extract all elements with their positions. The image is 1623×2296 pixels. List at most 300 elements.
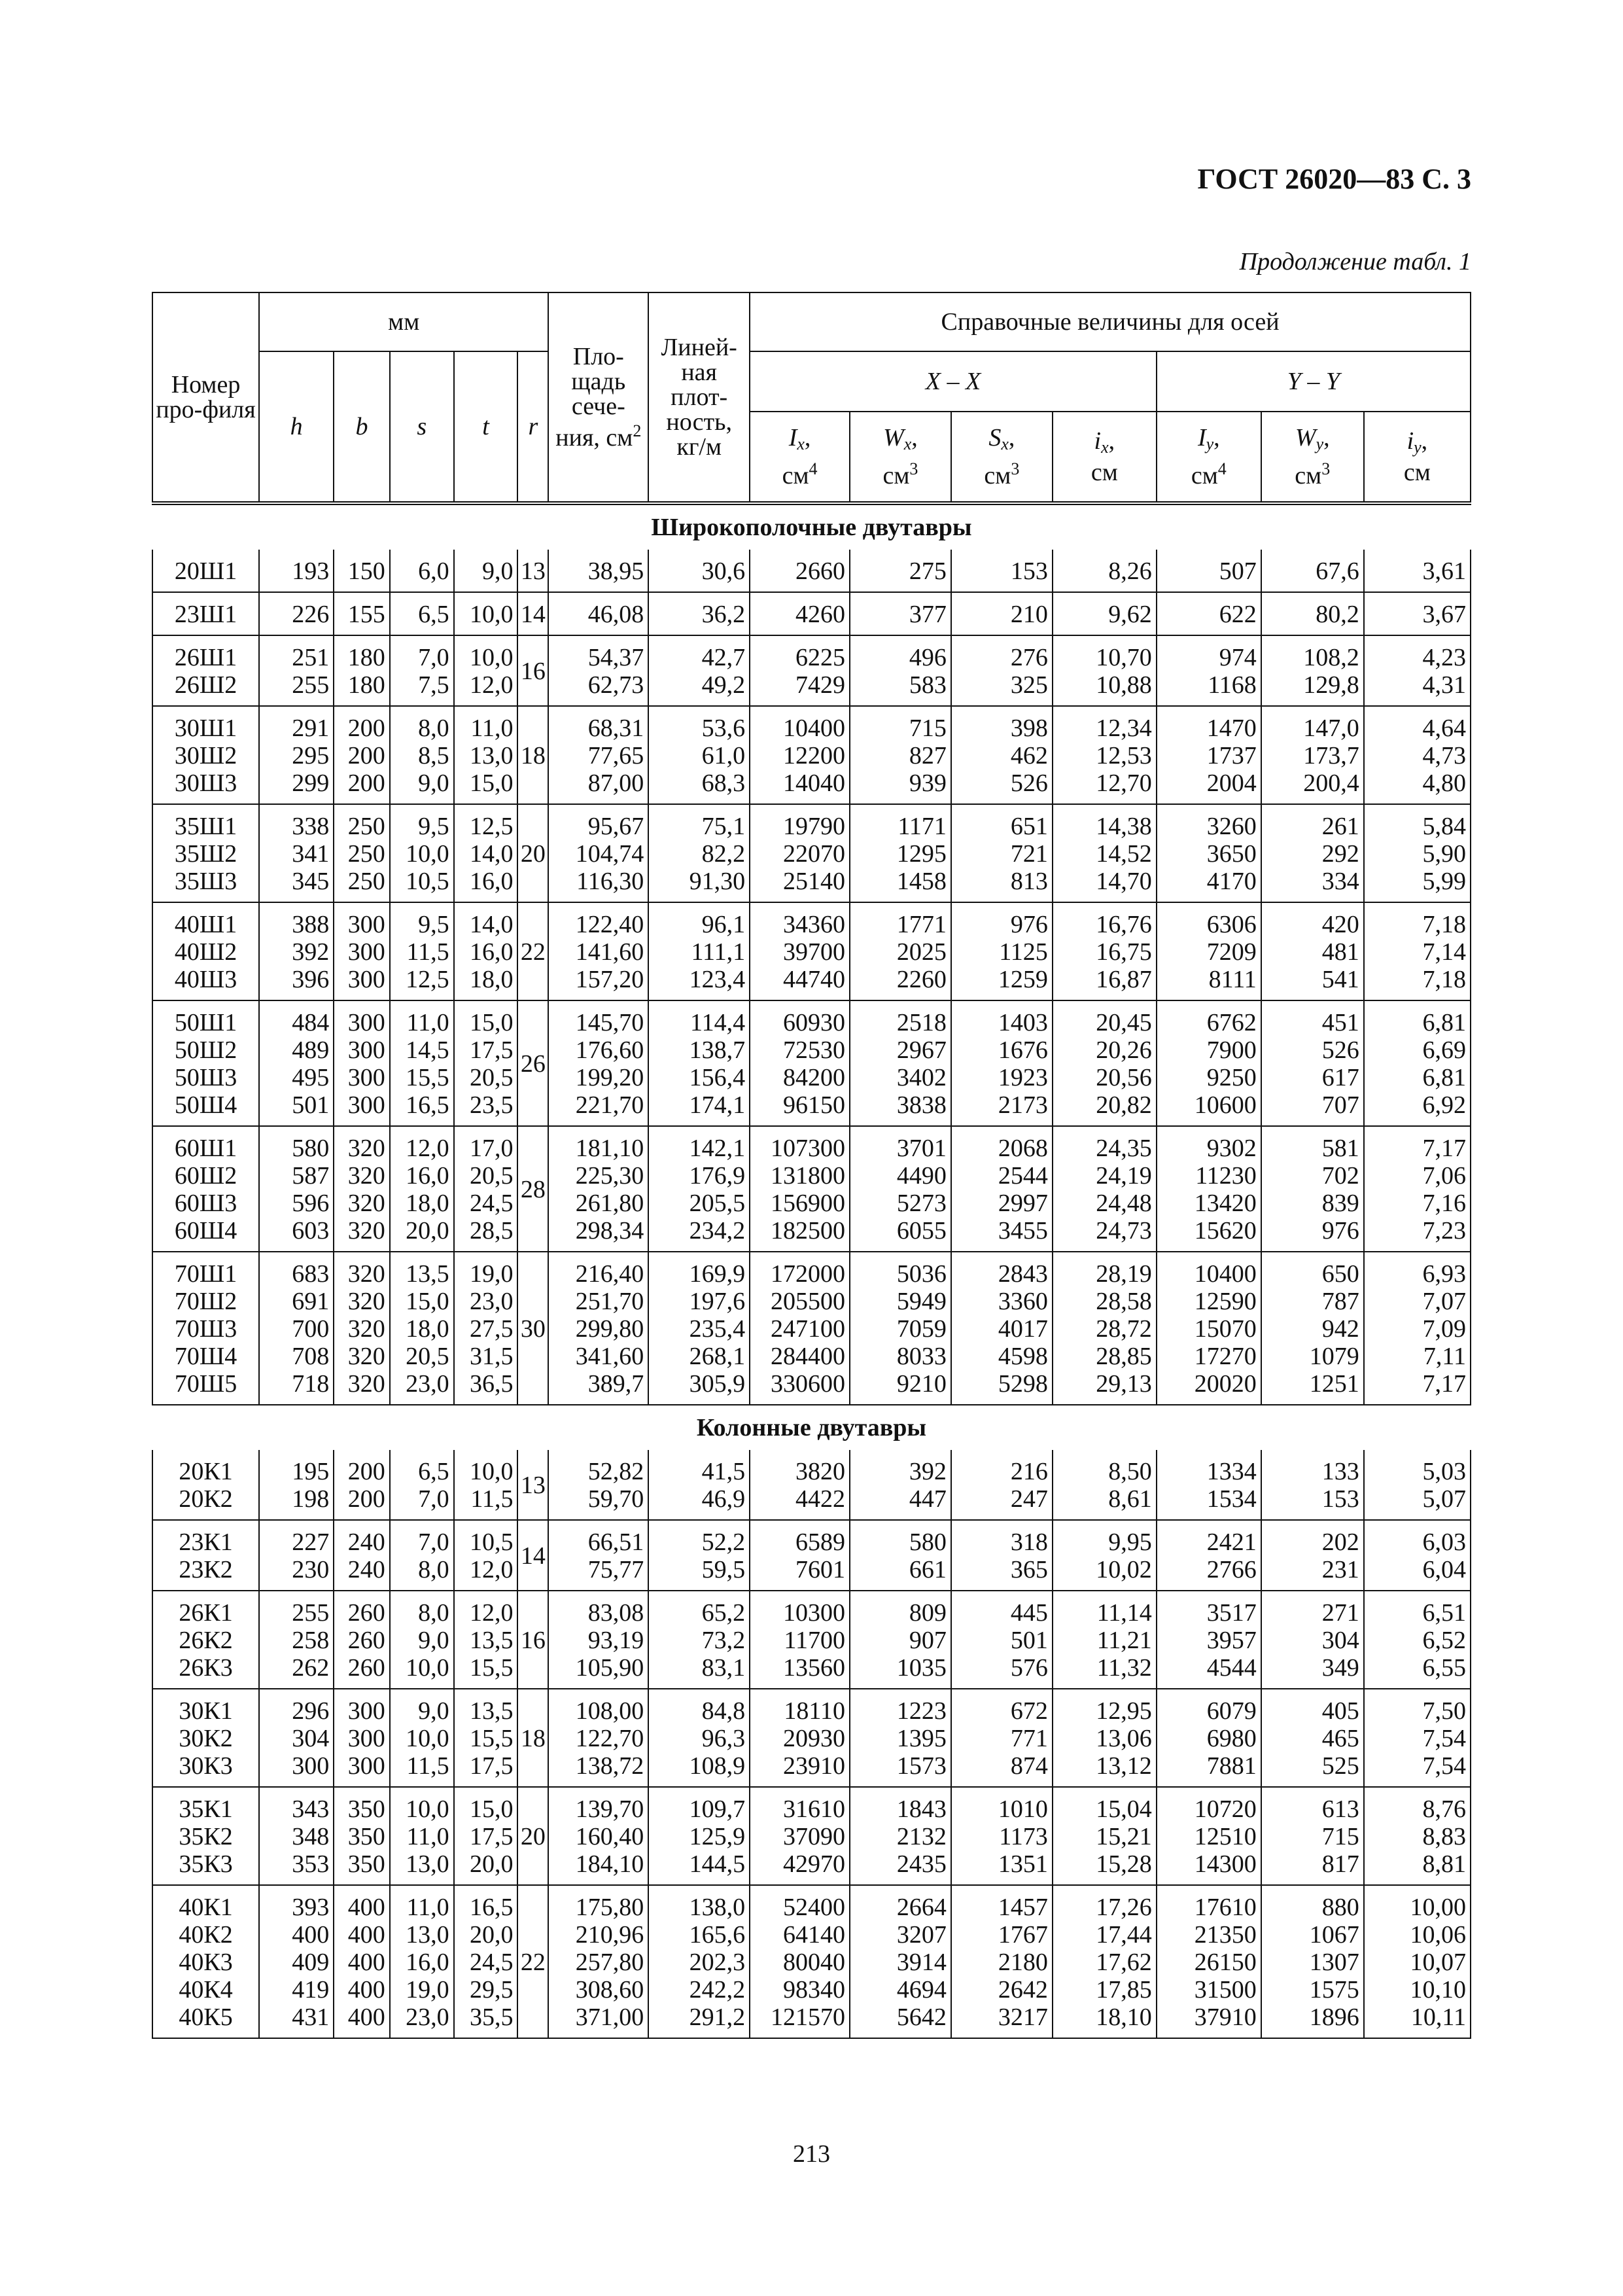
cell-value: 300 — [347, 1009, 385, 1036]
cell-area — [548, 1000, 648, 1126]
cell-value: 974 — [1219, 644, 1257, 671]
cell-value: 14,0 — [469, 840, 514, 868]
cell-value: 37090 — [783, 1823, 845, 1850]
cell-wy — [1261, 1591, 1364, 1689]
cell-value: 1168 — [1208, 671, 1257, 699]
cell-value: 35Ш3 — [174, 868, 237, 895]
cell-value: 874 — [1010, 1752, 1048, 1780]
cell-value: 50Ш1 — [174, 1009, 237, 1036]
cell-area — [548, 1126, 648, 1252]
cell-s — [390, 635, 454, 706]
table-body — [152, 503, 1471, 2038]
cell-value: 541 — [1321, 966, 1359, 993]
cell-value: 10720 — [1194, 1795, 1257, 1823]
cell-value: 7,50 — [1422, 1697, 1466, 1725]
cell-density — [648, 635, 750, 706]
cell-value: 11,5 — [406, 1752, 449, 1780]
cell-value: 80040 — [783, 1949, 845, 1976]
cell-value: 350 — [347, 1850, 385, 1878]
cell-value: 388 — [292, 911, 330, 938]
cell-value: 15,04 — [1096, 1795, 1152, 1823]
cell-value: 12,34 — [1096, 715, 1152, 742]
cell-value: 6055 — [896, 1217, 947, 1245]
cell-value: 400 — [347, 1976, 385, 2004]
cell-wy — [1261, 1000, 1364, 1126]
cell-value: 2843 — [998, 1260, 1048, 1288]
cell-value: 526 — [1321, 1036, 1359, 1064]
cell-ix — [750, 1689, 850, 1787]
cell-value: 622 — [1219, 601, 1257, 628]
cell-value: 30К1 — [179, 1697, 233, 1725]
cell-value: 9250 — [1206, 1064, 1257, 1091]
cell-ry — [1364, 1591, 1471, 1689]
cell-value: 261,80 — [575, 1190, 644, 1217]
cell-value: 31500 — [1194, 1976, 1257, 2004]
cell-value: 251,70 — [575, 1288, 644, 1315]
cell-value: 1457 — [998, 1894, 1048, 1921]
cell-area — [548, 902, 648, 1000]
cell-value: 141,60 — [575, 938, 644, 966]
section-title-row — [152, 1405, 1471, 1450]
table-row-group — [152, 1689, 1471, 1787]
cell-value: 3455 — [998, 1217, 1048, 1245]
cell-value: 20К1 — [179, 1458, 233, 1485]
cell-wy — [1261, 1885, 1364, 2038]
cell-h — [259, 1885, 334, 2038]
cell-value: 240 — [347, 1556, 385, 1583]
cell-value: 40К4 — [179, 1976, 233, 2004]
cell-value: 30К2 — [179, 1725, 233, 1752]
cell-density — [648, 1689, 750, 1787]
cell-wx — [850, 1450, 951, 1520]
col-area: Пло-щадь сече-ния, $см^2$ — [548, 292, 648, 503]
cell-value: 11,32 — [1096, 1654, 1152, 1682]
cell-value: 8,0 — [418, 1556, 449, 1583]
cell-ry — [1364, 1252, 1471, 1405]
cell-area — [548, 1689, 648, 1787]
cell-value: 123,4 — [689, 966, 746, 993]
cell-value: 12510 — [1194, 1823, 1257, 1850]
cell-s — [390, 592, 454, 635]
cell-h — [259, 1450, 334, 1520]
cell-value: 18,0 — [406, 1190, 449, 1217]
cell-value: 583 — [909, 671, 947, 699]
cell-s — [390, 706, 454, 804]
cell-value: 308,60 — [575, 1976, 644, 2004]
col-wy: $W_y$, $см^3$ — [1261, 412, 1364, 503]
cell-density — [648, 902, 750, 1000]
cell-value: 299,80 — [575, 1315, 644, 1343]
cell-wx — [850, 635, 951, 706]
cell-value: 683 — [292, 1260, 330, 1288]
cell-value: 11,14 — [1096, 1599, 1152, 1627]
cell-value: 25140 — [783, 868, 845, 895]
cell-wx — [850, 1689, 951, 1787]
cell-ry — [1364, 804, 1471, 902]
cell-value: 1223 — [896, 1697, 947, 1725]
cell-value: 2518 — [896, 1009, 947, 1036]
cell-value: 300 — [347, 966, 385, 993]
cell-s — [390, 1787, 454, 1885]
cell-iy — [1157, 1591, 1261, 1689]
cell-value: 7,54 — [1422, 1725, 1466, 1752]
cell-area — [548, 1450, 648, 1520]
cell-area — [548, 706, 648, 804]
cell-value: 4260 — [795, 601, 845, 628]
cell-value: 12,70 — [1096, 769, 1152, 797]
cell-density — [648, 706, 750, 804]
cell-value: 15,28 — [1096, 1850, 1152, 1878]
cell-sx — [951, 550, 1053, 592]
cell-sx — [951, 1450, 1053, 1520]
cell-value: 5273 — [896, 1190, 947, 1217]
cell-r: 18 — [517, 1689, 548, 1787]
table-row-group — [152, 1252, 1471, 1405]
cell-sx — [951, 804, 1053, 902]
cell-value: 41,5 — [701, 1458, 746, 1485]
cell-value: 350 — [347, 1795, 385, 1823]
cell-profile — [152, 1252, 259, 1405]
cell-value: 255 — [292, 1599, 330, 1627]
cell-value: 827 — [909, 742, 947, 769]
cell-value: 20,82 — [1096, 1091, 1152, 1119]
cell-value: 226 — [292, 601, 330, 628]
cell-value: 300 — [347, 1091, 385, 1119]
cell-area — [548, 1520, 648, 1591]
cell-value: 481 — [1321, 938, 1359, 966]
cell-density — [648, 1787, 750, 1885]
cell-value: 320 — [347, 1260, 385, 1288]
cell-value: 114,4 — [690, 1009, 746, 1036]
cell-value: 392 — [909, 1458, 947, 1485]
cell-value: 976 — [1010, 911, 1048, 938]
cell-value: 10,0 — [406, 1654, 449, 1682]
cell-value: 131800 — [771, 1162, 845, 1190]
cell-ix — [750, 1787, 850, 1885]
cell-value: 20К2 — [179, 1485, 233, 1513]
col-ix: $I_x$, $см^4$ — [750, 412, 850, 503]
cell-ry — [1364, 1450, 1471, 1520]
cell-value: 9,5 — [418, 813, 449, 840]
cell-value: 11230 — [1195, 1162, 1257, 1190]
cell-t — [454, 592, 518, 635]
cell-b — [334, 1885, 390, 2038]
cell-value: 31,5 — [469, 1343, 514, 1370]
cell-value: 28,72 — [1096, 1315, 1152, 1343]
cell-value: 16,5 — [406, 1091, 449, 1119]
cell-rx — [1053, 1000, 1157, 1126]
cell-value: 175,80 — [575, 1894, 644, 1921]
profile-table — [152, 292, 1471, 2039]
cell-ix — [750, 1520, 850, 1591]
cell-value: 257,80 — [575, 1949, 644, 1976]
cell-rx — [1053, 902, 1157, 1000]
cell-value: 28,58 — [1096, 1288, 1152, 1315]
cell-area — [548, 1252, 648, 1405]
cell-value: 16,0 — [406, 1162, 449, 1190]
cell-value: 75,77 — [587, 1556, 644, 1583]
cell-value: 1171 — [898, 813, 947, 840]
cell-value: 39700 — [783, 938, 845, 966]
cell-value: 15,0 — [469, 1009, 514, 1036]
cell-density — [648, 1450, 750, 1520]
cell-value: 17,44 — [1096, 1921, 1152, 1949]
cell-value: 182500 — [771, 1217, 845, 1245]
cell-value: 4490 — [896, 1162, 947, 1190]
cell-value: 276 — [1010, 644, 1048, 671]
cell-ix — [750, 706, 850, 804]
cell-value: 501 — [292, 1091, 330, 1119]
cell-value: 8,83 — [1422, 1823, 1466, 1850]
cell-value: 6,0 — [418, 557, 449, 585]
cell-value: 19,0 — [406, 1976, 449, 2004]
cell-h — [259, 1126, 334, 1252]
cell-value: 20,5 — [406, 1343, 449, 1370]
cell-h — [259, 804, 334, 902]
cell-t — [454, 1689, 518, 1787]
cell-ix — [750, 1000, 850, 1126]
cell-value: 13560 — [783, 1654, 845, 1682]
cell-value: 12,5 — [469, 813, 514, 840]
col-s: s — [390, 351, 454, 503]
cell-value: 300 — [292, 1752, 330, 1780]
cell-rx — [1053, 592, 1157, 635]
cell-value: 8,81 — [1422, 1850, 1466, 1878]
cell-rx — [1053, 1787, 1157, 1885]
cell-wy — [1261, 1252, 1364, 1405]
cell-value: 24,5 — [469, 1949, 514, 1976]
cell-value: 72530 — [783, 1036, 845, 1064]
cell-value: 40Ш3 — [174, 966, 237, 993]
cell-value: 20,26 — [1096, 1036, 1152, 1064]
cell-value: 16,0 — [406, 1949, 449, 1976]
cell-value: 3957 — [1206, 1627, 1257, 1654]
cell-area — [548, 1885, 648, 2038]
cell-ry — [1364, 1000, 1471, 1126]
cell-h — [259, 1591, 334, 1689]
cell-value: 20,5 — [469, 1064, 514, 1091]
cell-wx — [850, 1520, 951, 1591]
cell-value: 320 — [347, 1315, 385, 1343]
cell-value: 34360 — [783, 911, 845, 938]
cell-value: 42970 — [783, 1850, 845, 1878]
cell-value: 50Ш2 — [174, 1036, 237, 1064]
cell-value: 231 — [1321, 1556, 1359, 1583]
cell-value: 3360 — [998, 1288, 1048, 1315]
cell-value: 7,18 — [1422, 966, 1466, 993]
cell-value: 465 — [1321, 1725, 1359, 1752]
cell-t — [454, 1450, 518, 1520]
cell-wx — [850, 592, 951, 635]
cell-area — [548, 1787, 648, 1885]
cell-value: 4,23 — [1422, 644, 1466, 671]
cell-t — [454, 706, 518, 804]
cell-iy — [1157, 635, 1261, 706]
cell-value: 133 — [1321, 1458, 1359, 1485]
cell-value: 16,87 — [1096, 966, 1152, 993]
cell-value: 576 — [1010, 1654, 1048, 1682]
cell-value: 13,06 — [1096, 1725, 1152, 1752]
cell-value: 371,00 — [575, 2004, 644, 2031]
cell-value: 496 — [909, 644, 947, 671]
cell-value: 199,20 — [575, 1064, 644, 1091]
cell-s — [390, 1885, 454, 2038]
cell-value: 10300 — [783, 1599, 845, 1627]
table-row-group — [152, 550, 1471, 592]
cell-sx — [951, 1591, 1053, 1689]
cell-value: 7429 — [795, 671, 845, 699]
cell-value: 80,2 — [1316, 601, 1359, 628]
cell-ry — [1364, 1520, 1471, 1591]
cell-value: 3402 — [896, 1064, 947, 1091]
cell-value: 250 — [347, 813, 385, 840]
cell-ix — [750, 1885, 850, 2038]
cell-value: 2967 — [896, 1036, 947, 1064]
cell-value: 431 — [292, 2004, 330, 2031]
cell-iy — [1157, 1000, 1261, 1126]
cell-r: 20 — [517, 804, 548, 902]
cell-value: 300 — [347, 938, 385, 966]
section-title-row — [152, 503, 1471, 550]
cell-value: 580 — [292, 1135, 330, 1162]
cell-wx — [850, 804, 951, 902]
cell-iy — [1157, 1885, 1261, 2038]
cell-wy — [1261, 1126, 1364, 1252]
cell-value: 1307 — [1309, 1949, 1359, 1976]
cell-value: 296 — [292, 1697, 330, 1725]
cell-value: 12,0 — [469, 1556, 514, 1583]
cell-value: 501 — [1010, 1627, 1048, 1654]
cell-value: 839 — [1321, 1190, 1359, 1217]
cell-value: 377 — [909, 601, 947, 628]
cell-wx — [850, 550, 951, 592]
cell-ix — [750, 1450, 850, 1520]
cell-value: 350 — [347, 1823, 385, 1850]
cell-value: 1923 — [998, 1064, 1048, 1091]
cell-value: 10600 — [1194, 1091, 1257, 1119]
cell-sx — [951, 1787, 1053, 1885]
cell-value: 30Ш3 — [174, 769, 237, 797]
cell-value: 707 — [1321, 1091, 1359, 1119]
cell-value: 4170 — [1206, 868, 1257, 895]
cell-b — [334, 1591, 390, 1689]
cell-value: 9,5 — [418, 911, 449, 938]
cell-value: 250 — [347, 868, 385, 895]
col-t: t — [454, 351, 518, 503]
cell-value: 23Ш1 — [174, 601, 237, 628]
cell-value: 21350 — [1194, 1921, 1257, 1949]
cell-value: 234,2 — [689, 1217, 746, 1245]
table-row-group — [152, 706, 1471, 804]
cell-value: 4,64 — [1422, 715, 1466, 742]
cell-value: 721 — [1010, 840, 1048, 868]
cell-value: 304 — [292, 1725, 330, 1752]
cell-value: 20,0 — [406, 1217, 449, 1245]
cell-density — [648, 592, 750, 635]
cell-value: 17,5 — [469, 1823, 514, 1850]
cell-value: 396 — [292, 966, 330, 993]
cell-wy — [1261, 706, 1364, 804]
cell-value: 400 — [347, 1949, 385, 1976]
cell-ry — [1364, 902, 1471, 1000]
cell-value: 59,5 — [701, 1556, 746, 1583]
cell-wy — [1261, 1689, 1364, 1787]
cell-value: 16,75 — [1096, 938, 1152, 966]
cell-value: 83,1 — [701, 1654, 746, 1682]
cell-value: 52400 — [783, 1894, 845, 1921]
cell-value: 4422 — [795, 1485, 845, 1513]
cell-value: 10,06 — [1410, 1921, 1466, 1949]
cell-value: 105,90 — [575, 1654, 644, 1682]
cell-ry — [1364, 1787, 1471, 1885]
cell-value: 65,2 — [701, 1599, 746, 1627]
table-row-group — [152, 1000, 1471, 1126]
cell-value: 14040 — [783, 769, 845, 797]
cell-value: 70Ш1 — [174, 1260, 237, 1288]
cell-b — [334, 1450, 390, 1520]
cell-rx — [1053, 635, 1157, 706]
cell-s — [390, 1126, 454, 1252]
cell-value: 3517 — [1206, 1599, 1257, 1627]
cell-value: 104,74 — [575, 840, 644, 868]
cell-value: 291 — [292, 715, 330, 742]
cell-value: 13,12 — [1096, 1752, 1152, 1780]
cell-value: 165,6 — [689, 1921, 746, 1949]
cell-value: 210 — [1010, 601, 1048, 628]
cell-value: 195 — [292, 1458, 330, 1485]
cell-r: 30 — [517, 1252, 548, 1405]
cell-ix — [750, 550, 850, 592]
cell-value: 197,6 — [689, 1288, 746, 1315]
cell-value: 8,61 — [1108, 1485, 1152, 1513]
cell-value: 35Ш1 — [174, 813, 237, 840]
cell-value: 157,20 — [575, 966, 644, 993]
cell-wx — [850, 1591, 951, 1689]
cell-profile — [152, 706, 259, 804]
cell-value: 4598 — [998, 1343, 1048, 1370]
cell-value: 11,21 — [1096, 1627, 1152, 1654]
cell-wx — [850, 1885, 951, 2038]
cell-t — [454, 1787, 518, 1885]
cell-value: 16,0 — [469, 938, 514, 966]
table-row-group — [152, 1787, 1471, 1885]
cell-value: 300 — [347, 1064, 385, 1091]
cell-value: 284400 — [771, 1343, 845, 1370]
cell-value: 715 — [909, 715, 947, 742]
cell-density — [648, 1520, 750, 1591]
cell-sx — [951, 592, 1053, 635]
cell-rx — [1053, 1885, 1157, 2038]
cell-value: 7,5 — [418, 671, 449, 699]
cell-value: 35Ш2 — [174, 840, 237, 868]
cell-value: 5,90 — [1422, 840, 1466, 868]
cell-value: 1403 — [998, 1009, 1048, 1036]
cell-value: 8111 — [1208, 966, 1257, 993]
cell-value: 1334 — [1206, 1458, 1257, 1485]
cell-value: 400 — [347, 1894, 385, 1921]
cell-value: 66,51 — [587, 1528, 644, 1556]
cell-iy — [1157, 550, 1261, 592]
cell-iy — [1157, 1126, 1261, 1252]
cell-value: 7,11 — [1423, 1343, 1466, 1370]
cell-iy — [1157, 1520, 1261, 1591]
cell-profile — [152, 1520, 259, 1591]
cell-value: 489 — [292, 1036, 330, 1064]
cell-value: 35К1 — [179, 1795, 233, 1823]
cell-h — [259, 1689, 334, 1787]
cell-value: 17,85 — [1096, 1976, 1152, 2004]
cell-value: 320 — [347, 1190, 385, 1217]
